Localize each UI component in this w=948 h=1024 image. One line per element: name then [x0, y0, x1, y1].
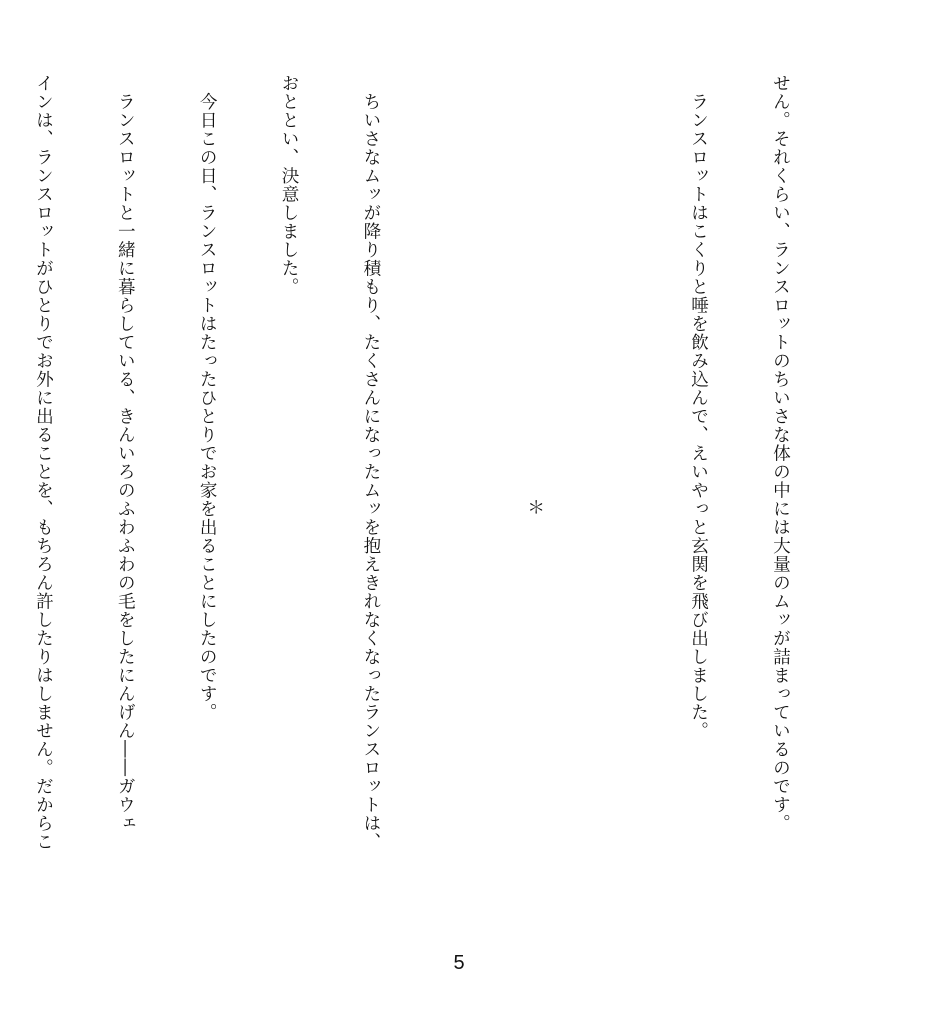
blank-line	[439, 74, 466, 940]
blank-line	[602, 74, 629, 940]
text-line: ランスロットと一緒に暮らしている、きんいろのふわふわの毛をしたにんげん――ガウェ	[115, 74, 136, 833]
text-line: ランスロットはこくりと唾を飲み込んで、えいやっと玄関を飛び出しました。	[688, 74, 709, 740]
vertical-body-text	[0, 74, 848, 940]
text-line: せん。それくらい、ランスロットのちいさな体の中には大量のムッが詰まっているのです。	[770, 74, 791, 833]
text-line: インは、ランスロットがひとりでお外に出ることを、もちろん許したりはしません。だからこ	[33, 74, 54, 851]
scene-break-asterisk: ＊	[524, 497, 545, 517]
text-line: おととい、決意しました。	[279, 74, 300, 296]
page-number: 5	[453, 952, 465, 974]
text-line: 今日この日、ランスロットはたったひとりでお家を出ることにしたのです。	[197, 74, 218, 722]
text-line: ちいさなムッが降り積もり、たくさんになったムッを抱えきれなくなったランスロットは、	[360, 74, 381, 851]
